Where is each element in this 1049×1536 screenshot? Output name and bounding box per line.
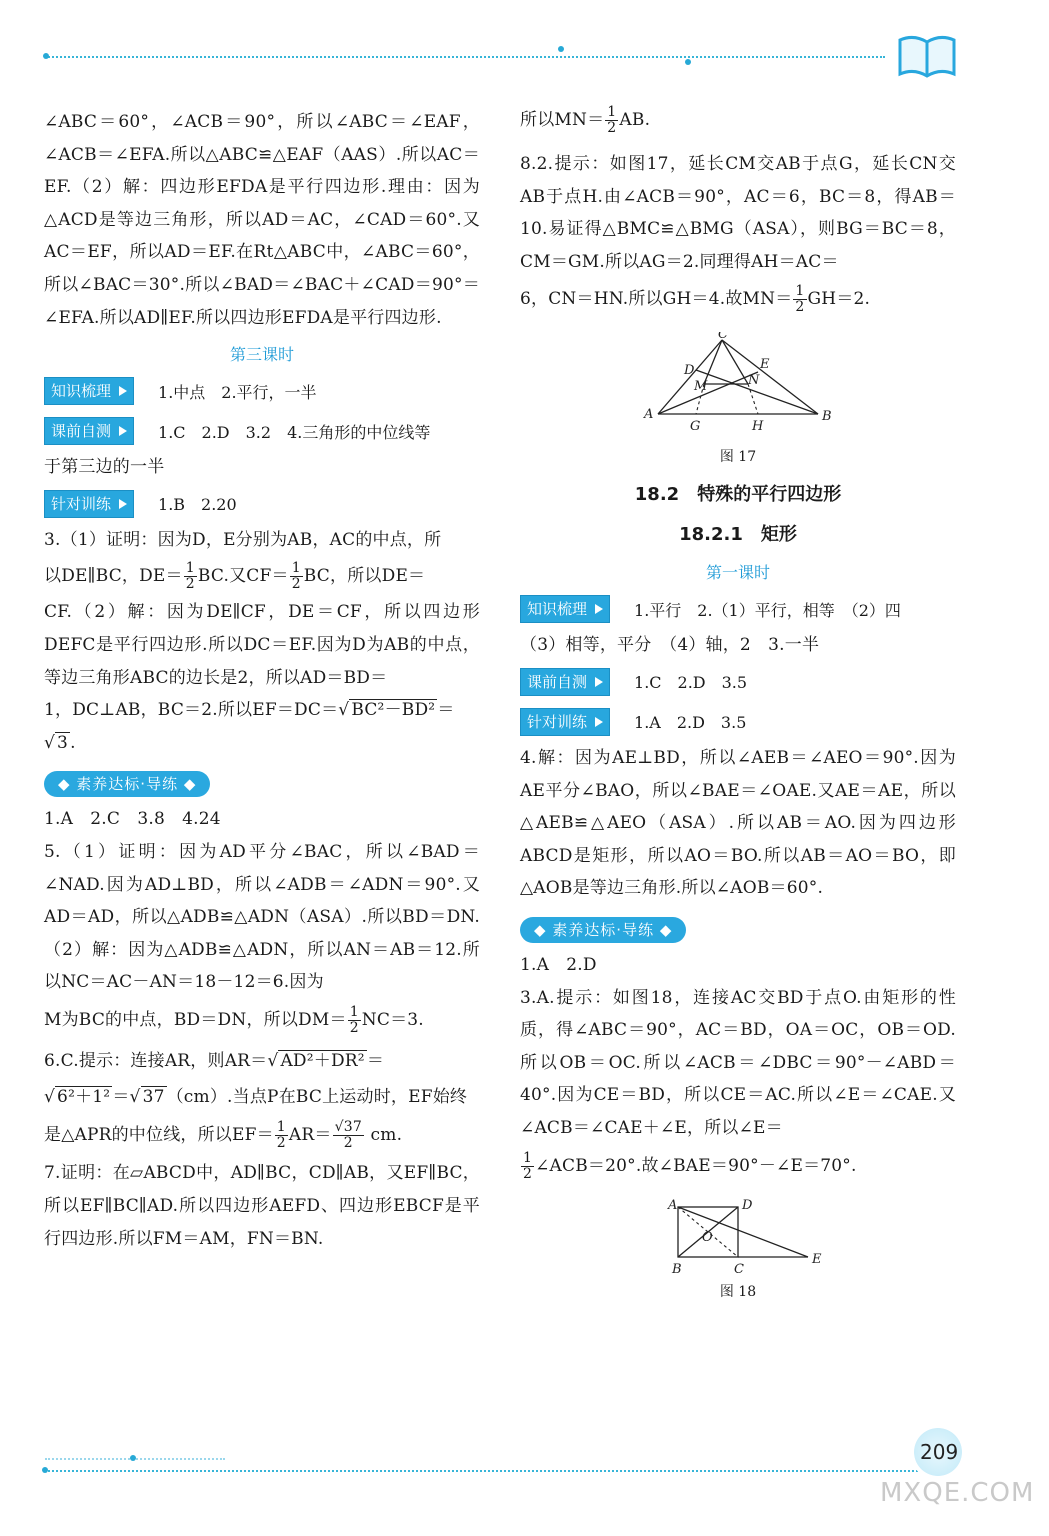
frac-den: 2 [343, 1135, 353, 1152]
q6-text: ＝ [112, 1086, 130, 1107]
section-18-2-1-title: 18.2.1 矩形 [679, 524, 797, 546]
q6-text: 6.C.提示：连接AR，则AR＝ [44, 1050, 268, 1071]
fig17-label: C [718, 332, 728, 343]
fraction-half [605, 105, 618, 136]
kqzc-answers-cont: 于第三边的一半 [44, 457, 165, 478]
sqrt-expr: 3 [57, 732, 69, 753]
kqzc-tag: 课前自测 [44, 417, 134, 445]
q6-text: ＝ [366, 1050, 385, 1071]
fig17-label: N [748, 373, 760, 389]
suyang-tag: ◆ 素养达标·导练 ◆ [520, 917, 686, 943]
kqzc-answers: 1.C 2.D 3.5 [634, 673, 748, 693]
suyang-tag: ◆ 素养达标·导练 ◆ [44, 771, 210, 797]
q8-text: GH＝2. [807, 289, 871, 310]
frac-num: 1 [607, 104, 617, 120]
r-q3-line-end [520, 1145, 956, 1187]
sqrt-expr: AD²＋DR² [280, 1050, 365, 1071]
fig17-label: E [760, 357, 770, 373]
left-paragraph-1: ∠ABC＝60°，∠ACB＝90°，所以∠ABC＝∠EAF，∠ACB＝∠EFA.所以△ABC≌△EAF（AAS）.所以AC＝EF.（2）解：四边形EFDA是平行四边形.理由：因为△ACD是等边三角形，所以AD＝AC，∠CAD＝60°.又AC＝EF，所以AD＝EF.在Rt△ABC中，∠ABC＝60°，所以∠BAC＝30°.所以∠BAD＝∠BAC＋∠CAD＝90°＝∠EFA.所以AD∥EF.所以四边形EFDA是平行四边形. [44, 112, 480, 328]
figure-17 [520, 332, 956, 466]
kqzc-tag: 课前自测 [520, 668, 610, 696]
frac-num: √37 [334, 1119, 362, 1136]
frac-den: 2 [607, 120, 617, 136]
fraction-half [348, 1005, 361, 1036]
frac-num: 1 [349, 1003, 359, 1020]
zdxl-tag: 针对训练 [520, 708, 610, 736]
r-text: AB. [619, 110, 651, 130]
zdxl-tag: 针对训练 [44, 490, 134, 518]
zhishi-answers: 1.平行 2.（1）平行，相等 （2）四 [634, 600, 901, 620]
kqzc-row [44, 411, 480, 451]
q6-text: AR＝ [288, 1125, 332, 1146]
fig18-label: D [742, 1197, 753, 1213]
r-kqzc-row [520, 662, 956, 702]
frac-den: 2 [276, 1135, 286, 1152]
figure-18 [520, 1197, 956, 1301]
q3-text: ＝ [437, 700, 455, 721]
page-number: 209 [920, 1440, 959, 1464]
zdxl-answers: 1.B 2.20 [158, 495, 237, 515]
sqrt-expr: BC²－BD² [351, 700, 436, 721]
q3-text: . [70, 732, 76, 753]
frac-num: 1 [185, 560, 195, 577]
r-zdxl-row [520, 702, 956, 742]
frac-num: 1 [276, 1119, 286, 1136]
header-dot [43, 53, 49, 59]
fig18-label: A [668, 1197, 678, 1213]
q8-text: 6，CN＝HN.所以GH＝4.故MN＝ [520, 289, 793, 310]
r-q3-text: ∠ACB＝20°.故∠BAE＝90°－∠E＝70°. [535, 1155, 857, 1176]
zhishi-tag: 知识梳理 [520, 595, 610, 623]
r-text: 所以MN＝ [520, 110, 605, 130]
fraction-half [184, 561, 197, 592]
q3-line-3: CF.（2）解：因为DE∥CF，DE＝CF，所以四边形DEFC是平行四边形.所以DC＝EF.因为D为AB的中点，等边三角形ABC的边长是2，所以AD＝BD＝ [44, 602, 480, 688]
left-column [44, 106, 480, 1255]
sqrt-expr: 6²＋1² [57, 1086, 111, 1107]
footer-dot [42, 1467, 48, 1473]
zhishi-tag: 知识梳理 [44, 377, 134, 405]
zdxl-row [44, 484, 480, 524]
frac-den: 2 [349, 1019, 359, 1036]
watermark: MXQE.COM [880, 1478, 1035, 1508]
lesson-title-1: 第一课时 [705, 563, 770, 583]
q6-text: cm. [370, 1125, 403, 1146]
book-icon [896, 32, 958, 80]
suyang-answers: 1.A 2.C 3.8 4.24 [44, 809, 221, 830]
fig17-label: A [644, 407, 654, 423]
fraction-half [290, 561, 303, 592]
q7-paragraph: 7.证明：在▱ABCD中，AD∥BC，CD∥AB，又EF∥BC，所以EF∥BC∥AD.所以四边形AEFD、四边形EBCF是平行四边形.所以FM＝AM，FN＝BN. [44, 1163, 480, 1249]
lesson-title-3: 第三课时 [229, 345, 294, 365]
zhishi-row [44, 371, 480, 411]
footer-dot [130, 1455, 136, 1461]
fraction-half [793, 284, 806, 315]
q5-text: M为BC的中点，BD＝DN，所以DM＝ [44, 1009, 347, 1030]
zhishi-answers-cont: （3）相等，平分 （4）轴，2 3.一半 [520, 635, 820, 656]
fig17-label: G [690, 419, 701, 435]
q5-paragraph: 5.（1）证明：因为AD平分∠BAC，所以∠BAD＝∠NAD.因为AD⊥BD，所以∠ADB＝∠ADN＝90°.又AD＝AD，所以△ADB≌△ADN（ASA）.所以BD＝DN.（2）解：因为△ADB≌△ADN，所以AN＝AB＝12.所以NC＝AC－AN＝18－12＝6.因为 [44, 841, 480, 993]
r-line-1 [520, 100, 956, 140]
r-q3-paragraph: 3.A.提示：如图18，连接AC交BD于点O.由矩形的性质，得∠ABC＝90°，AC＝BD，OA＝OC，OB＝OD.所以OB＝OC.所以∠ACB＝∠DBC＝90°－∠ABD＝40°.因为CE＝BD，所以CE＝AC.所以∠E＝∠CAE.又∠ACB＝∠CAE＋∠E，所以∠E＝ [520, 987, 956, 1138]
q3-line-2 [44, 556, 480, 596]
q5-text: NC＝3. [361, 1009, 424, 1030]
q3-line-4: 1，DC⊥AB，BC＝2.所以EF＝DC＝√ BC²－BD² ＝ [44, 700, 455, 721]
fraction-sqrt37-over-2 [333, 1120, 364, 1151]
header-dot [558, 46, 564, 52]
q8-line-end [520, 278, 956, 320]
frac-den: 2 [523, 1165, 533, 1182]
frac-num: 1 [795, 283, 805, 300]
header-dot [685, 59, 691, 65]
q6-line-2: √ 6²＋1² ＝√ 37 （cm）.当点P在BC上运动时，EF始终 [44, 1086, 468, 1107]
section-18-2-title: 18.2 特殊的平行四边形 [634, 484, 842, 506]
fraction-half [275, 1120, 288, 1151]
fig17-label: M [694, 379, 708, 395]
suyang-answers: 1.A 2.D [520, 954, 597, 975]
figure-17-diagram [638, 332, 838, 442]
fig18-label: B [672, 1261, 682, 1277]
frac-num: 1 [523, 1149, 533, 1166]
header-dotted-line [45, 56, 885, 58]
fig18-label: C [734, 1261, 744, 1277]
fig18-label: O [702, 1229, 713, 1245]
fig17-label: D [684, 363, 695, 379]
figure-17-caption: 图 17 [719, 449, 757, 466]
q3-line-5: √ 3 . [44, 732, 76, 753]
frac-num: 1 [291, 560, 301, 577]
q6-line-1: 6.C.提示：连接AR，则AR＝√ AD²＋DR² ＝ [44, 1050, 385, 1071]
zdxl-answers: 1.A 2.D 3.5 [634, 713, 747, 733]
figure-18-caption: 图 18 [719, 1283, 757, 1300]
q6-text: 是△APR的中位线，所以EF＝ [44, 1125, 274, 1146]
fig18-label: E [812, 1251, 822, 1267]
q3-text: BC.又CF＝ [197, 566, 289, 587]
right-column [520, 106, 956, 1301]
q3-text: BC，所以DE＝ [303, 566, 426, 587]
kqzc-answers: 1.C 2.D 3.2 4.三角形的中位线等 [158, 422, 431, 442]
fraction-half [521, 1151, 534, 1182]
q6-text: （cm）.当点P在BC上运动时，EF始终 [166, 1086, 468, 1107]
frac-den: 2 [291, 576, 301, 593]
footer-dotted-line [45, 1470, 950, 1472]
r-zhishi-row [520, 589, 956, 629]
frac-den: 2 [795, 299, 805, 316]
fig17-label: B [822, 409, 832, 425]
q3-line-1: 3.（1）证明：因为D，E分别为AB，AC的中点，所 [44, 529, 442, 550]
q5-line-end [44, 999, 480, 1041]
q3-text: 1，DC⊥AB，BC＝2.所以EF＝DC＝ [44, 700, 339, 721]
q4-paragraph: 4.解：因为AE⊥BD，所以∠AEB＝∠AEO＝90°.因为AE平分∠BAO，所以∠BAE＝∠OAE.又AE＝AE，所以△AEB≌△AEO（ASA）.所以AB＝AO.因为四边形ABCD是矩形，所以AO＝BO.所以AB＝AO＝BO，即△AOB是等边三角形.所以∠AOB＝60°. [520, 747, 956, 899]
q6-line-3 [44, 1113, 480, 1157]
frac-den: 2 [185, 576, 195, 593]
figure-18-diagram [648, 1197, 828, 1277]
sqrt-expr: 37 [142, 1086, 165, 1107]
zhishi-answers: 1.中点 2.平行，一半 [158, 382, 317, 402]
fig17-label: H [752, 419, 764, 435]
q8-paragraph: 8.2.提示：如图17，延长CM交AB于点G，延长CN交AB于点H.由∠ACB＝90°，AC＝6，BC＝8，得AB＝10.易证得△BMC≌△BMG（ASA），则BG＝BC＝8，CM＝GM.所以AG＝2.同理得AH＝AC＝ [520, 154, 956, 272]
q3-text: 以DE∥BC，DE＝ [44, 566, 183, 587]
